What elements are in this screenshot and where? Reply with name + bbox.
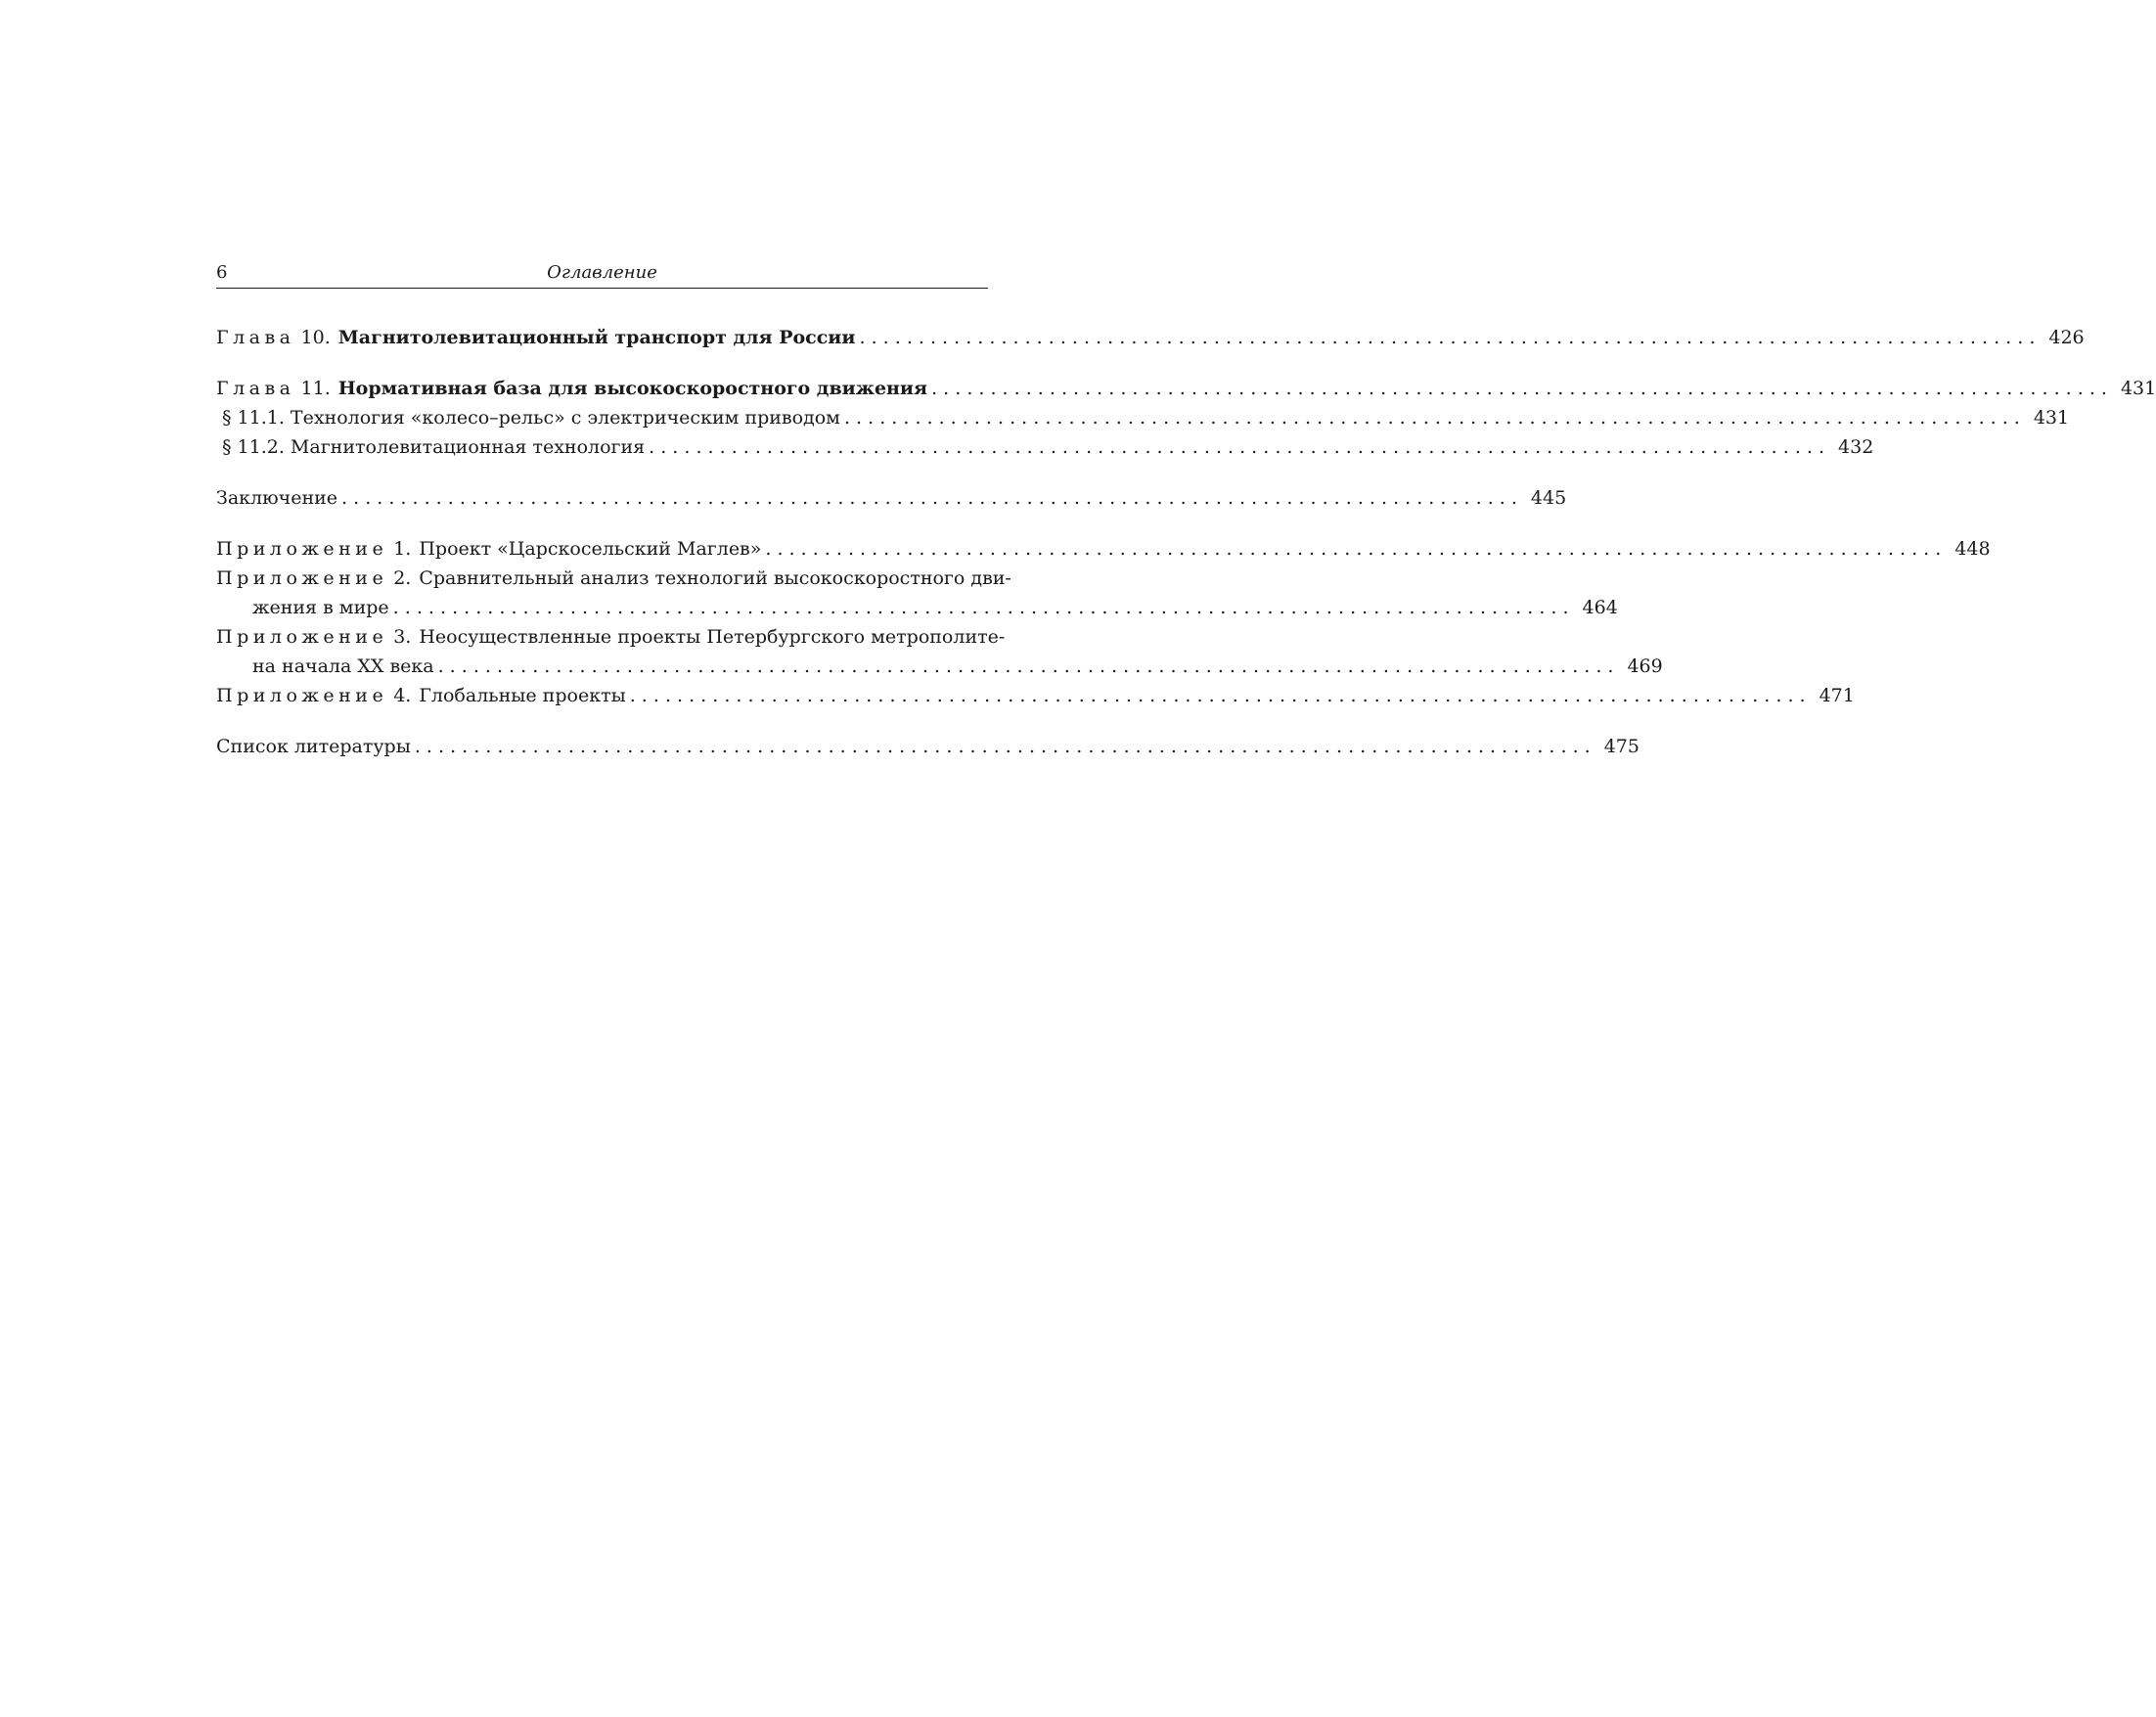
page-ref: 464 [1582,597,1618,618]
dot-leader [415,732,1591,761]
chapter-title: Магнитолевитационный транспорт для России [337,327,856,348]
page-ref: 448 [1954,538,1991,560]
dot-leader [931,374,2107,403]
toc-entry-bibliography[interactable] [216,732,1639,761]
chapter-number: 10. [300,327,331,348]
toc-entry-appendix-1[interactable] [216,534,1991,564]
page-ref: 445 [1530,487,1567,509]
dot-leader [341,483,1517,513]
page-ref: 426 [2048,327,2085,348]
page-number: 6 [216,262,228,283]
page-ref: 475 [1603,736,1639,757]
page-ref: 432 [1838,436,1874,458]
appendix-title: Проект «Царскосельский Маглев» [419,538,762,560]
toc-entry-appendix-2[interactable] [216,564,1618,622]
section-title: § 11.2. Магнитолевитационная технология [222,436,646,458]
conclusion-title: Заключение [216,487,338,509]
appendix-number: 1. [393,538,412,560]
dot-leader [393,593,1569,622]
table-of-contents [216,323,2156,761]
appendix-prefix: Приложение [216,567,388,589]
page-ref: 431 [2120,378,2156,399]
appendix-number: 2. [393,567,412,589]
page-ref: 471 [1819,685,1855,706]
appendix-prefix: Приложение [216,538,388,560]
appendix-number: 4. [393,685,412,706]
appendix-title: Глобальные проекты [419,685,626,706]
appendix-title-line1: Неосуществленные проекты Петербургского метрополите- [419,626,1006,648]
toc-entry-chapter-10[interactable] [216,323,2085,352]
toc-entry-chapter-11[interactable] [216,374,2156,403]
bibliography-title: Список литературы [216,736,411,757]
page-ref: 469 [1627,655,1663,677]
appendix-prefix: Приложение [216,626,388,648]
chapter-prefix: Глава [216,327,295,348]
running-head [216,260,988,289]
toc-entry-section-11-2[interactable] [216,432,1874,462]
toc-entry-section-11-1[interactable] [216,403,2070,432]
running-head-title: Оглавление [547,262,657,283]
dot-leader [860,323,2036,352]
page-ref: 431 [2033,407,2070,429]
dot-leader [765,534,1941,564]
dot-leader [630,681,1806,710]
appendix-number: 3. [393,626,412,648]
chapter-title: Нормативная база для высокоскоростного движения [337,378,928,399]
appendix-title-line2: на начала XX века [252,655,434,677]
section-title: § 11.1. Технология «колесо–рельс» с электрическим приводом [222,407,840,429]
toc-entry-appendix-4[interactable] [216,681,1855,710]
chapter-prefix: Глава [216,378,295,399]
dot-leader [438,652,1614,681]
appendix-prefix: Приложение [216,685,388,706]
appendix-title-line2: жения в мире [252,597,389,618]
toc-entry-appendix-3[interactable] [216,622,1663,681]
dot-leader [844,403,2020,432]
chapter-number: 11. [300,378,331,399]
toc-entry-conclusion[interactable] [216,483,1567,513]
appendix-title-line1: Сравнительный анализ технологий высокоскоростного дви- [419,567,1011,589]
dot-leader [649,432,1824,462]
